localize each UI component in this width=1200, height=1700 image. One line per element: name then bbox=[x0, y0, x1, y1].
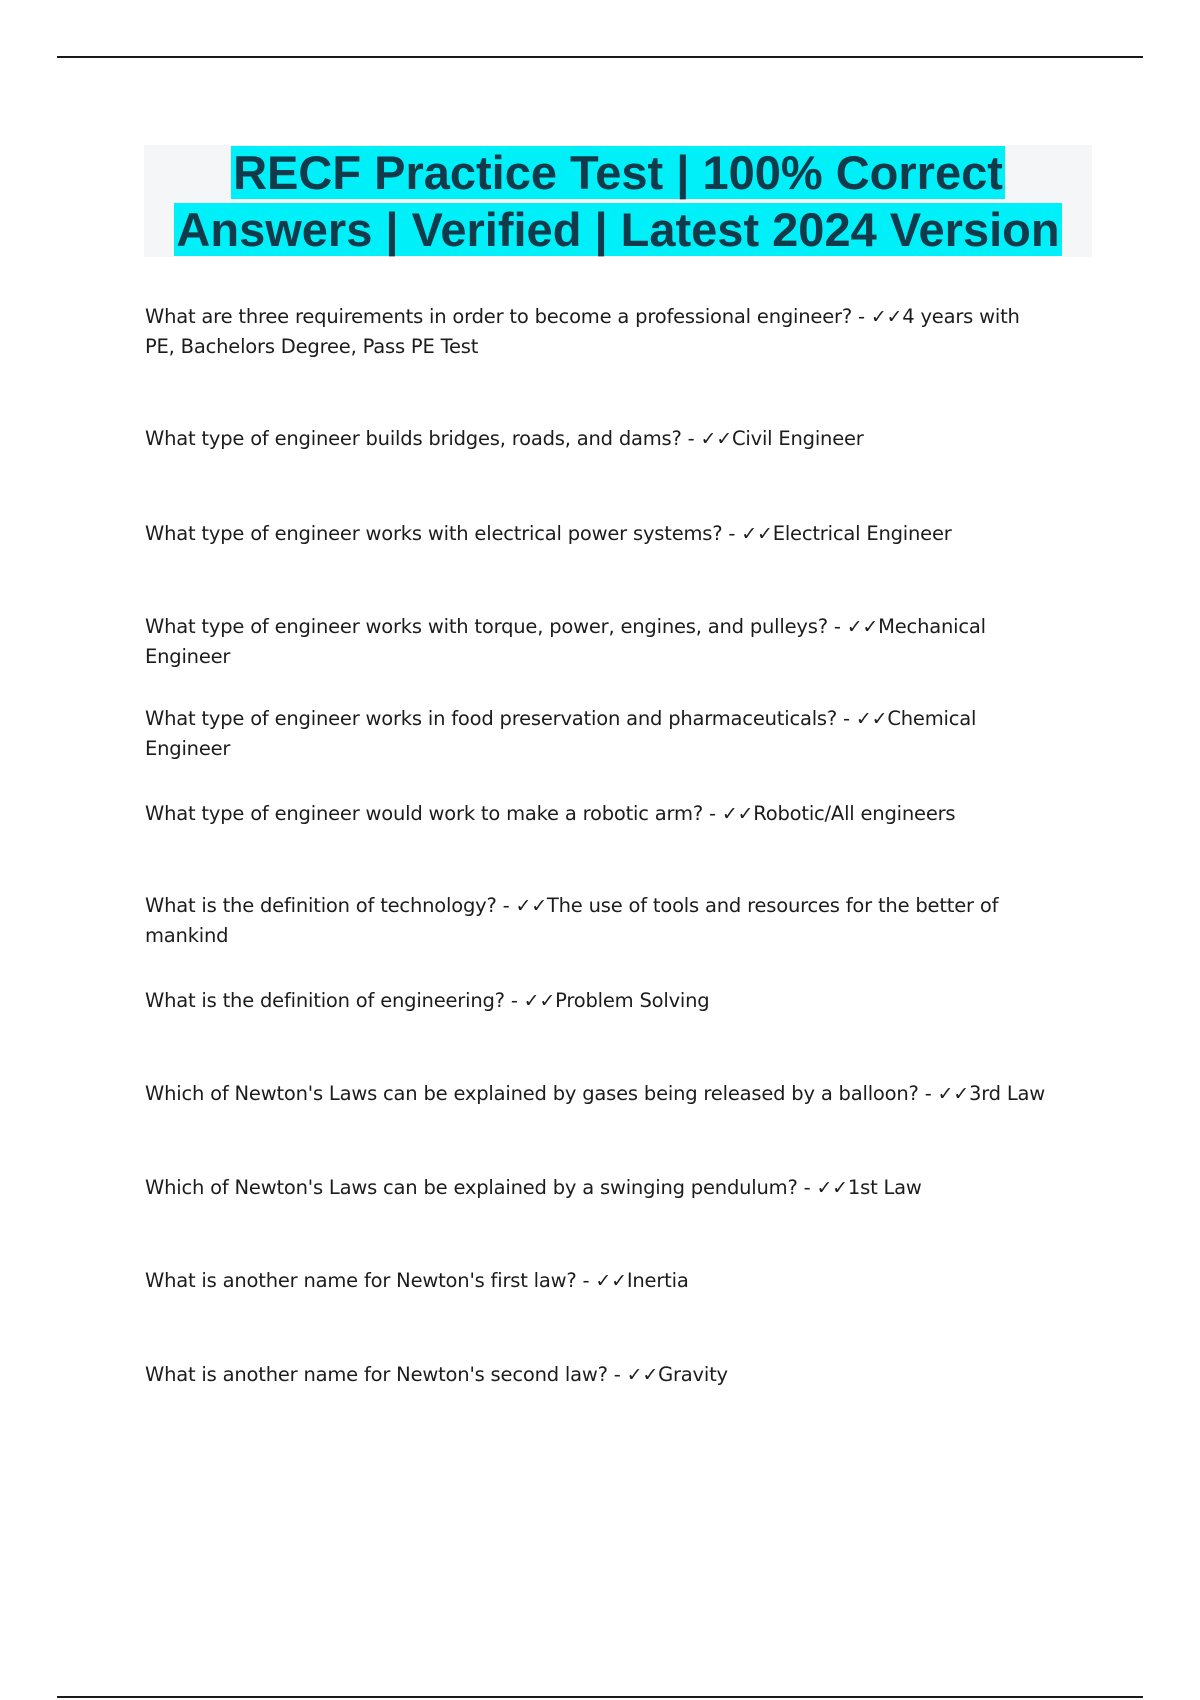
separator: - bbox=[576, 1269, 596, 1292]
answer-text: Mechanical Engineer bbox=[145, 615, 986, 668]
answer-text: The use of tools and resources for the better of mankind bbox=[145, 894, 999, 947]
question-text: What type of engineer works with torque, power, engines, and pulleys? bbox=[145, 615, 828, 638]
answer-text: Chemical Engineer bbox=[145, 707, 977, 760]
title-line-1: RECF Practice Test | 100% Correct bbox=[233, 146, 1003, 199]
check-icon: ✓✓ bbox=[721, 803, 754, 825]
qa-item bbox=[145, 424, 1055, 454]
answer-text: Inertia bbox=[626, 1269, 689, 1292]
bottom-rule bbox=[57, 1696, 1143, 1698]
check-icon: ✓✓ bbox=[870, 306, 903, 328]
qa-item bbox=[145, 612, 1055, 672]
qa-item bbox=[145, 986, 1055, 1016]
separator: - bbox=[722, 522, 742, 545]
separator: - bbox=[607, 1363, 627, 1386]
answer-text: 3rd Law bbox=[969, 1082, 1046, 1105]
separator: - bbox=[827, 615, 847, 638]
question-text: What is another name for Newton's second law? bbox=[145, 1363, 608, 1386]
question-text: What type of engineer works with electrical power systems? bbox=[145, 522, 723, 545]
answer-text: 4 years with PE, Bachelors Degree, Pass PE Test bbox=[145, 305, 1020, 358]
qa-item bbox=[145, 799, 1055, 829]
separator: - bbox=[702, 802, 722, 825]
qa-item bbox=[145, 1173, 1055, 1203]
question-text: What type of engineer builds bridges, roads, and dams? bbox=[145, 427, 682, 450]
check-icon: ✓✓ bbox=[700, 428, 732, 450]
question-text: What is the definition of technology? bbox=[145, 894, 497, 917]
qa-item bbox=[145, 519, 1055, 549]
answer-text: Problem Solving bbox=[555, 989, 710, 1012]
separator: - bbox=[504, 989, 524, 1012]
separator: - bbox=[797, 1176, 817, 1199]
document-title bbox=[174, 144, 1061, 258]
separator: - bbox=[918, 1082, 938, 1105]
separator: - bbox=[837, 707, 856, 730]
qa-item bbox=[145, 1360, 1055, 1390]
check-icon: ✓✓ bbox=[855, 708, 888, 730]
question-text: What is the definition of engineering? bbox=[145, 989, 505, 1012]
answer-text: Robotic/All engineers bbox=[753, 802, 956, 825]
question-text: What is another name for Newton's first law? bbox=[145, 1269, 577, 1292]
qa-item bbox=[145, 704, 1055, 764]
check-icon: ✓✓ bbox=[816, 1177, 848, 1199]
qa-item bbox=[145, 1266, 1055, 1296]
answer-text: Gravity bbox=[658, 1363, 728, 1386]
title-block bbox=[144, 145, 1092, 257]
question-text: What are three requirements in order to become a professional engineer? bbox=[145, 305, 852, 328]
check-icon: ✓✓ bbox=[595, 1270, 627, 1292]
answer-text: Electrical Engineer bbox=[772, 522, 952, 545]
qa-item bbox=[145, 1079, 1055, 1109]
check-icon: ✓✓ bbox=[626, 1364, 659, 1386]
separator: - bbox=[681, 427, 701, 450]
qa-item bbox=[145, 302, 1055, 362]
check-icon: ✓✓ bbox=[937, 1083, 969, 1105]
separator: - bbox=[496, 894, 516, 917]
answer-text: Civil Engineer bbox=[731, 427, 864, 450]
check-icon: ✓✓ bbox=[523, 990, 556, 1012]
check-icon: ✓✓ bbox=[515, 895, 547, 917]
answer-text: 1st Law bbox=[847, 1176, 922, 1199]
question-text: What type of engineer would work to make a robotic arm? bbox=[145, 802, 703, 825]
qa-item bbox=[145, 891, 1055, 951]
title-line-2: Answers | Verified | Latest 2024 Version bbox=[176, 203, 1060, 256]
question-text: Which of Newton's Laws can be explained by gases being released by a balloon? bbox=[145, 1082, 919, 1105]
top-rule bbox=[57, 56, 1143, 58]
check-icon: ✓✓ bbox=[846, 616, 879, 638]
check-icon: ✓✓ bbox=[741, 523, 773, 545]
question-text: Which of Newton's Laws can be explained by a swinging pendulum? bbox=[145, 1176, 798, 1199]
question-text: What type of engineer works in food preservation and pharmaceuticals? bbox=[145, 707, 838, 730]
separator: - bbox=[851, 305, 871, 328]
